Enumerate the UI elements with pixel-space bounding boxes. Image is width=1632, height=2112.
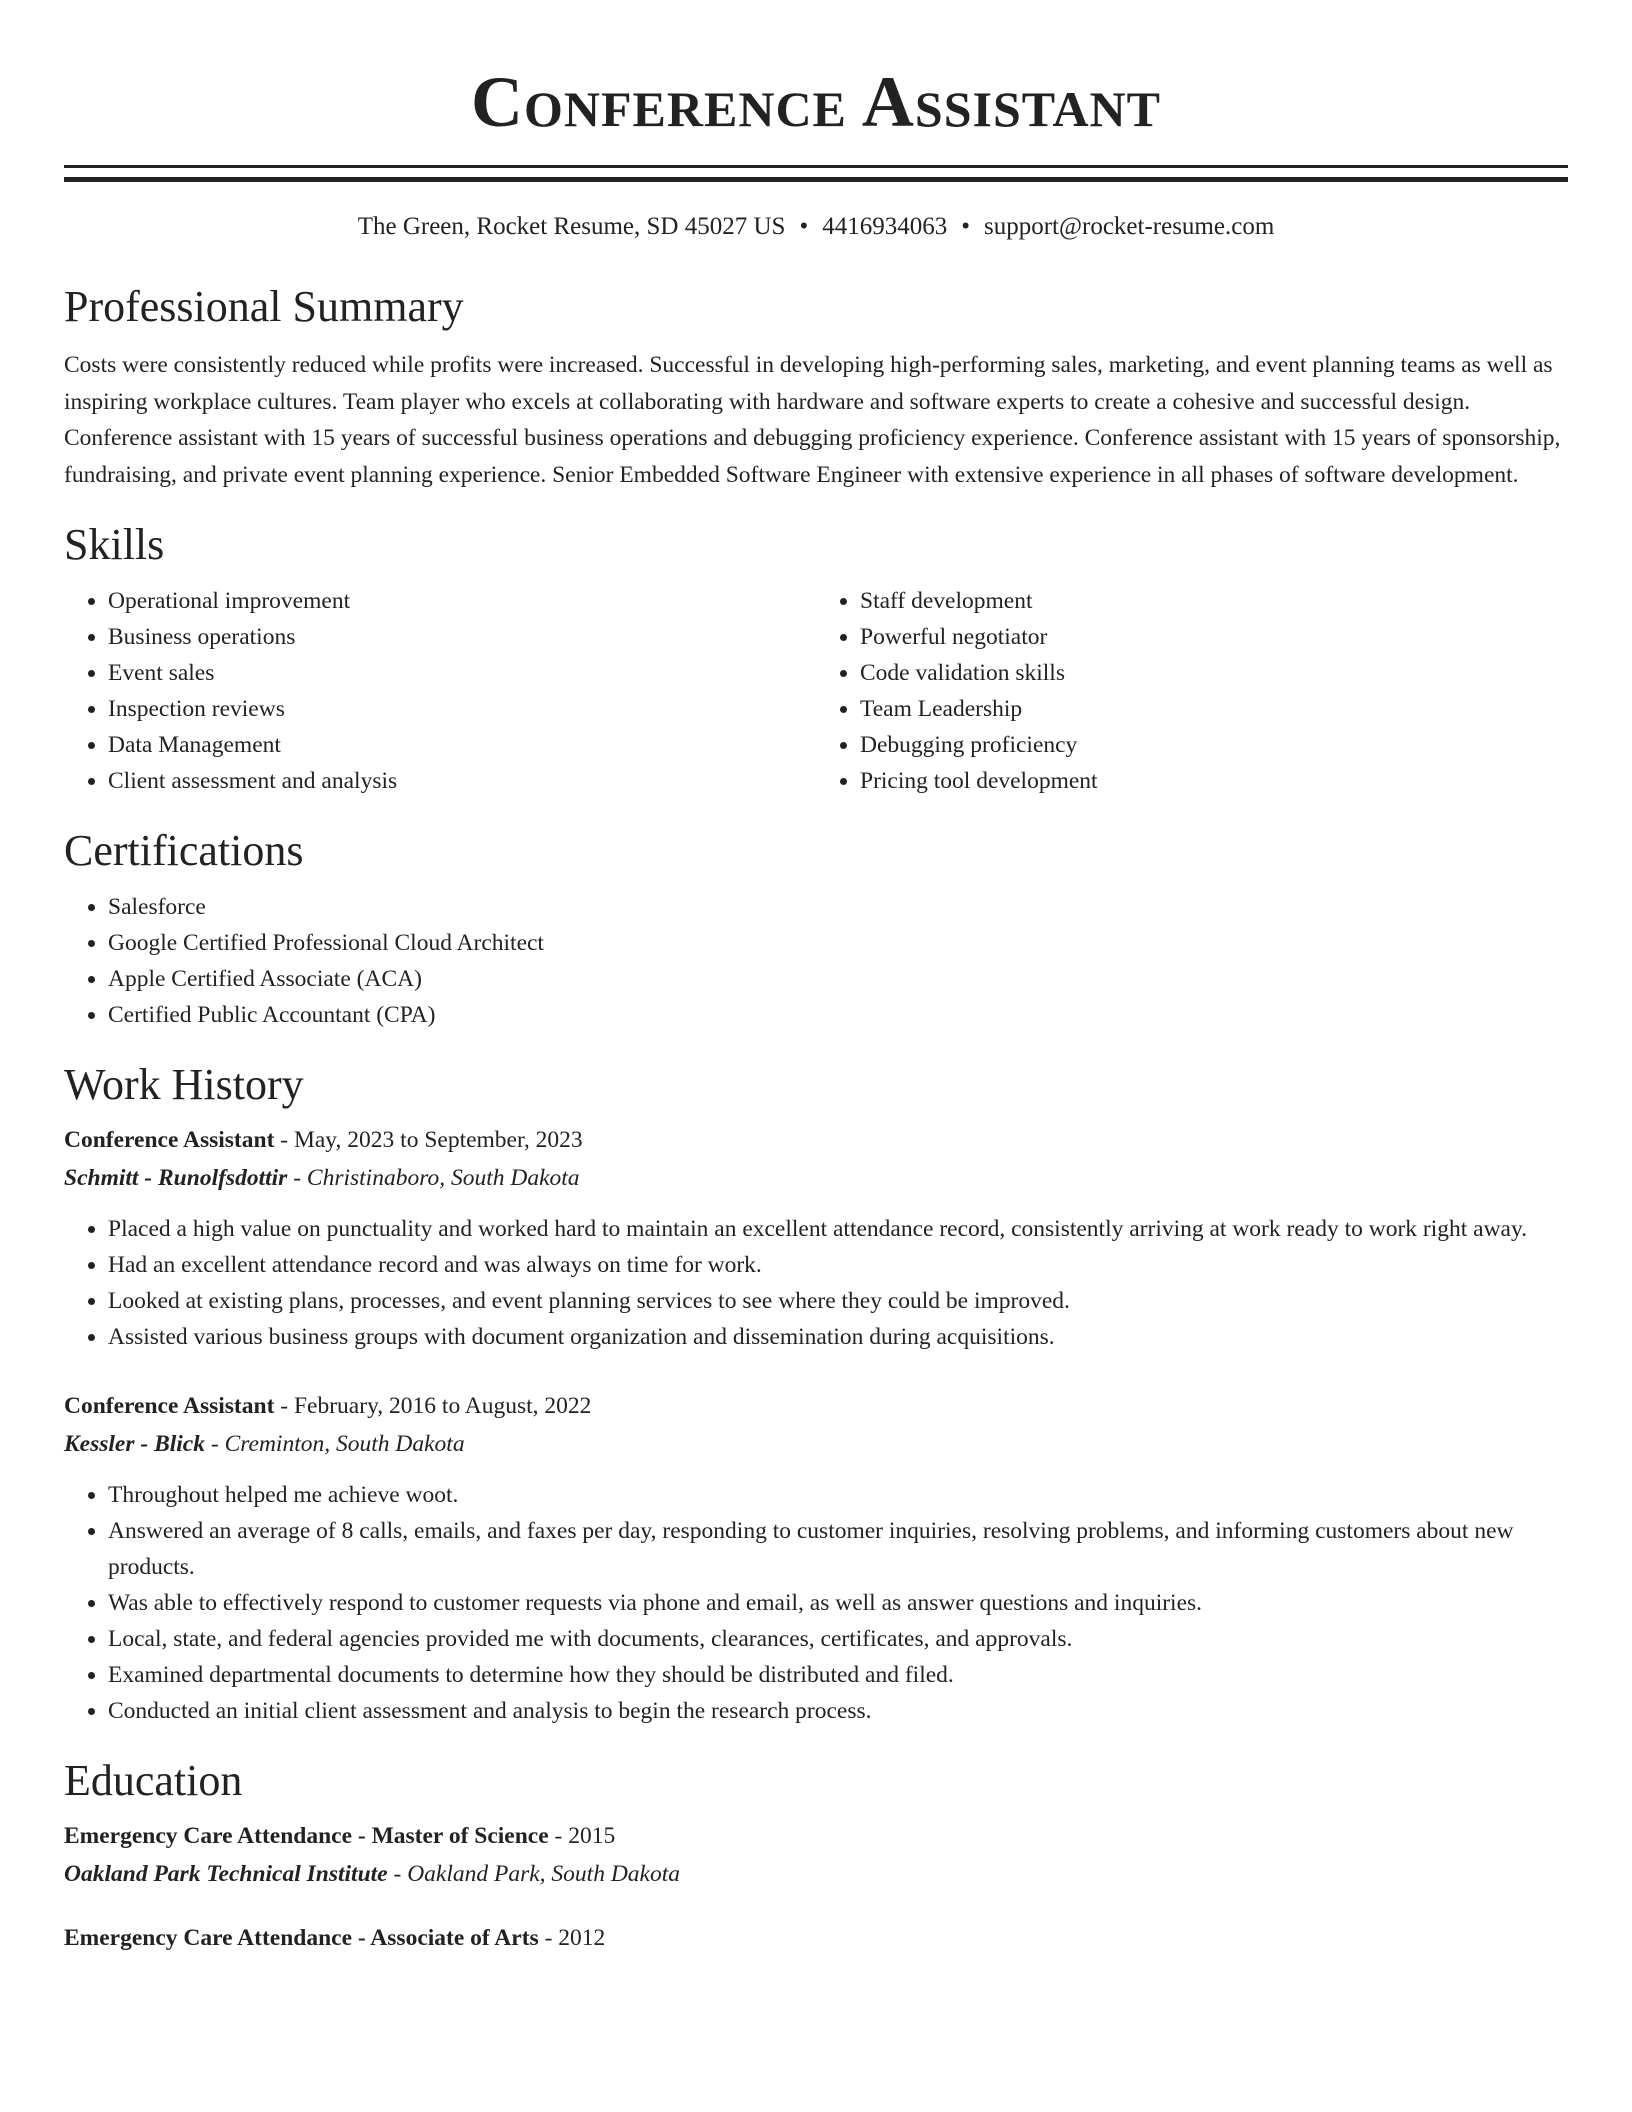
skill-item: • Code validation skills: [860, 655, 1568, 691]
job-entry: [64, 1121, 1568, 1355]
contact-separator: •: [961, 213, 970, 240]
job-dates: February, 2016 to August, 2022: [293, 1393, 592, 1419]
certification-item: • Google Certified Professional Cloud Architect: [108, 925, 1568, 961]
education-degree-line: Emergency Care Attendance - Associate of Arts - 2012: [64, 1925, 606, 1951]
skills-columns: [64, 583, 1568, 799]
job-duty: • Throughout helped me achieve woot.: [108, 1477, 1568, 1513]
job-duties-list: [64, 1477, 1568, 1729]
certifications-heading: Certifications: [64, 826, 304, 875]
job-title-line: Conference Assistant - February, 2016 to August, 2022: [64, 1393, 592, 1419]
job-company-line: Schmitt - Runolfsdottir - Christinaboro, South Dakota: [64, 1165, 580, 1191]
job-duty: • Examined departmental documents to determine how they should be distributed and filed.: [108, 1657, 1568, 1693]
contact-line: [64, 211, 1568, 243]
summary-text: Costs were consistently reduced while profits were increased. Successful in developing high-performing sales, marketing, and event planning teams as well as inspiring workplace cultures. Team player who excels at collaborating with hardware and software experts to create a cohesive and successful design. Conference assistant with 15 years of successful business operations and debugging proficiency experience. Conference assistant with 15 years of sponsorship, fundraising, and private event planning experience. Senior Embedded Software Engineer with extensive experience in all phases of software development.: [64, 352, 1561, 488]
skill-item: • Operational improvement: [108, 583, 816, 619]
skill-item: • Client assessment and analysis: [108, 763, 816, 799]
contact-separator: •: [799, 213, 809, 240]
education-school-line: Oakland Park Technical Institute - Oakland Park, South Dakota: [64, 1861, 681, 1887]
job-duty: • Local, state, and federal agencies provided me with documents, clearances, certificates, and approvals.: [108, 1621, 1568, 1657]
education-year: 2015: [568, 1823, 616, 1849]
job-duty: • Looked at existing plans, processes, and event planning services to see where they could be improved.: [108, 1283, 1568, 1319]
skill-item: • Team Leadership: [860, 691, 1568, 727]
job-location: Christinaboro, South Dakota: [306, 1165, 580, 1191]
certification-item: • Certified Public Accountant (CPA): [108, 997, 1568, 1033]
work-history-heading: Work History: [64, 1060, 304, 1109]
skill-item: • Staff development: [860, 583, 1568, 619]
header-double-rule: [64, 165, 1568, 182]
summary-heading: Professional Summary: [64, 282, 464, 331]
job-entry: [64, 1387, 1568, 1729]
education-heading: Education: [64, 1756, 243, 1805]
certifications-list: [64, 889, 1568, 1033]
education-degree: Emergency Care Attendance - Master of Science: [64, 1823, 549, 1849]
education-entry: [64, 1817, 1568, 1893]
job-title: Conference Assistant: [64, 1393, 275, 1419]
education-degree-line: Emergency Care Attendance - Master of Science - 2015: [64, 1823, 616, 1849]
education-school: Oakland Park Technical Institute: [64, 1861, 388, 1887]
resume-name: Conference Assistant: [470, 62, 1162, 142]
certification-item: • Salesforce: [108, 889, 1568, 925]
skill-item: • Inspection reviews: [108, 691, 816, 727]
job-duty: • Answered an average of 8 calls, emails, and faxes per day, responding to customer inquiries, resolving problems, and informing customers about new products.: [108, 1513, 1568, 1585]
education-year: 2012: [558, 1925, 606, 1951]
job-location: Creminton, South Dakota: [224, 1431, 465, 1457]
education-entry: [64, 1919, 1568, 1957]
skill-item: • Event sales: [108, 655, 816, 691]
job-duty: • Assisted various business groups with document organization and dissemination during acquisitions.: [108, 1319, 1568, 1355]
contact-phone: 4416934063: [822, 213, 948, 240]
skill-item: • Pricing tool development: [860, 763, 1568, 799]
skill-item: • Powerful negotiator: [860, 619, 1568, 655]
job-duties-list: [64, 1211, 1568, 1355]
skill-item: • Business operations: [108, 619, 816, 655]
job-title: Conference Assistant: [64, 1127, 275, 1153]
job-duty: • Was able to effectively respond to customer requests via phone and email, as well as answer questions and inquiries.: [108, 1585, 1568, 1621]
skill-item: • Data Management: [108, 727, 816, 763]
job-duty: • Conducted an initial client assessment and analysis to begin the research process.: [108, 1693, 1568, 1729]
contact-email: support@rocket-resume.com: [983, 213, 1275, 240]
skills-heading: Skills: [64, 520, 165, 569]
education-degree: Emergency Care Attendance - Associate of Arts: [64, 1925, 539, 1951]
job-duty: • Placed a high value on punctuality and worked hard to maintain an excellent attendance record, consistently arriving at work ready to work right away.: [108, 1211, 1568, 1247]
job-company: Kessler - Blick: [64, 1431, 205, 1457]
certification-item: • Apple Certified Associate (ACA): [108, 961, 1568, 997]
job-company: Schmitt - Runolfsdottir: [64, 1165, 288, 1191]
job-dates: May, 2023 to September, 2023: [293, 1127, 583, 1153]
education-location: Oakland Park, South Dakota: [407, 1861, 681, 1887]
skill-item: • Debugging proficiency: [860, 727, 1568, 763]
contact-address: The Green, Rocket Resume, SD 45027 US: [357, 213, 786, 240]
skills-list-left: [64, 583, 816, 799]
job-duty: • Had an excellent attendance record and was always on time for work.: [108, 1247, 1568, 1283]
skills-list-right: [816, 583, 1568, 799]
job-title-line: Conference Assistant - May, 2023 to September, 2023: [64, 1127, 583, 1153]
job-company-line: Kessler - Blick - Creminton, South Dakota: [64, 1431, 465, 1457]
